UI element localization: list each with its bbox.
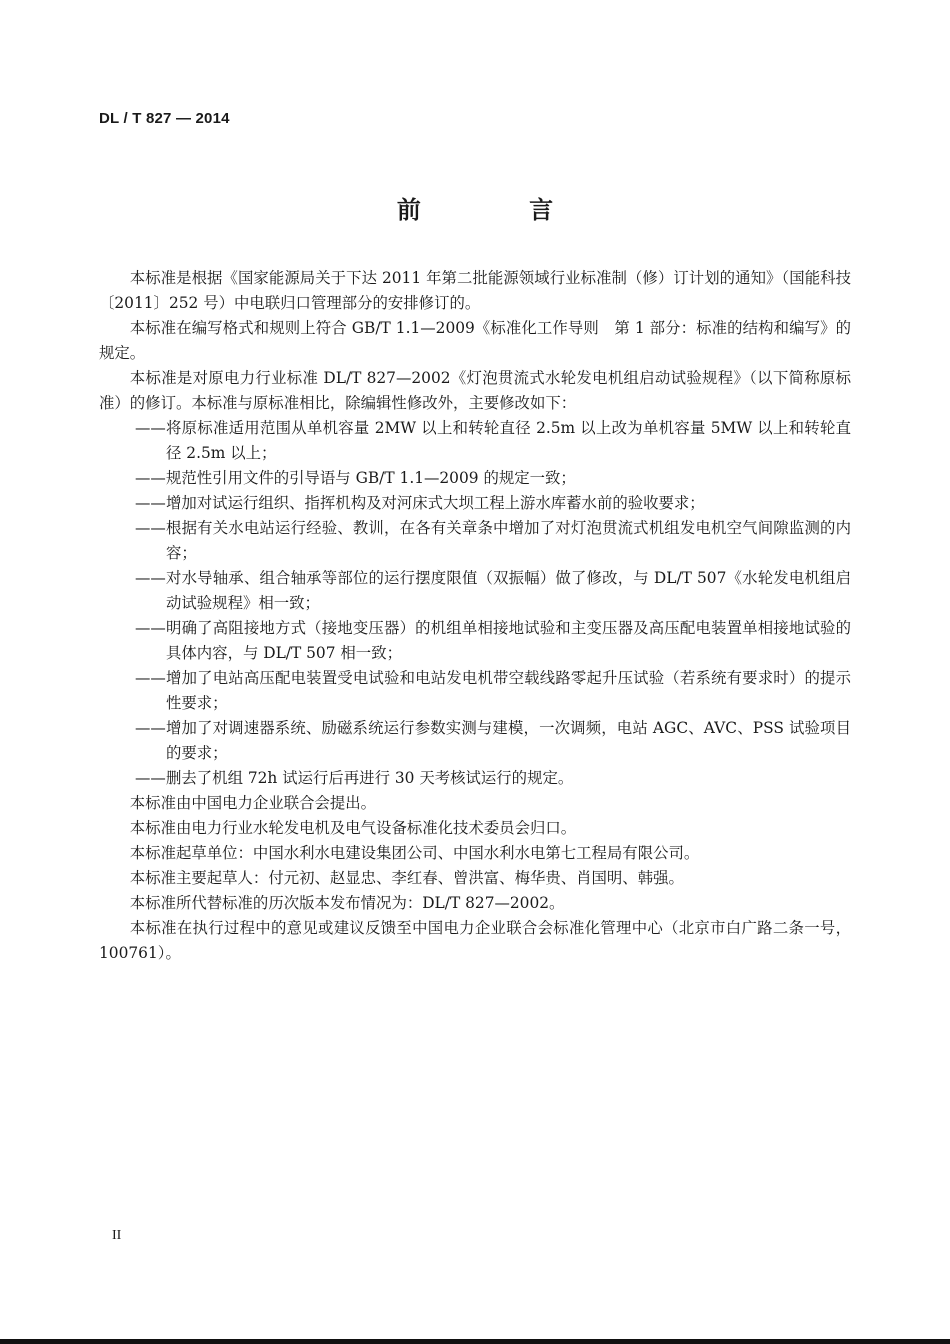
document-code-header: DL / T 827 — 2014 [99,110,230,127]
page-title: 前 言 [396,196,604,224]
change-list-item [99,616,851,666]
dash-marker: —— [135,469,166,487]
paragraph: 本标准在编写格式和规则上符合 GB/T 1.1—2009《标准化工作导则 第 1 部分：标准的结构和编写》的规定。 [99,319,851,362]
paragraph: 本标准起草单位：中国水利水电建设集团公司、中国水利水电第七工程局有限公司。 [129,844,700,862]
bottom-border [0,1339,950,1344]
dash-marker: —— [135,719,166,737]
change-text: 增加对试运行组织、指挥机构及对河床式大坝工程上游水库蓄水前的验收要求； [166,494,705,512]
change-list-item [99,716,851,766]
dash-marker: —— [135,769,166,787]
change-text: 规范性引用文件的引导语与 GB/T 1.1—2009 的规定一致； [166,469,576,487]
change-list-item [99,416,851,466]
paragraph: 本标准由电力行业水轮发电机及电气设备标准化技术委员会归口。 [129,819,577,837]
foreword-body [99,266,851,966]
paragraph: 本标准主要起草人：付元初、赵显忠、李红春、曾洪富、梅华贵、肖国明、韩强。 [129,869,684,887]
change-list-item [99,516,851,566]
dash-marker: —— [135,419,166,437]
dash-marker: —— [135,569,166,587]
paragraph: 本标准是根据《国家能源局关于下达 2011 年第二批能源领域行业标准制（修）订计划的通知》（国能科技〔2011〕252 号）中电联归口管理部分的安排修订的。 [99,269,851,312]
change-list-item [99,566,851,616]
change-text: 根据有关水电站运行经验、教训，在各有关章条中增加了对灯泡贯流式机组发电机空气间隙监测的内容； [166,519,851,562]
change-list-item [99,766,851,791]
change-list-item [99,666,851,716]
dash-marker: —— [135,494,166,512]
change-list-item [99,491,851,516]
change-text: 删去了机组 72h 试运行后再进行 30 天考核试运行的规定。 [166,769,574,787]
paragraph: 本标准由中国电力企业联合会提出。 [129,794,377,812]
change-text: 将原标准适用范围从单机容量 2MW 以上和转轮直径 2.5m 以上改为单机容量 5MW 以上和转轮直径 2.5m 以上； [166,419,851,462]
paragraph: 本标准是对原电力行业标准 DL/T 827—2002《灯泡贯流式水轮发电机组启动试验规程》（以下简称原标准）的修订。本标准与原标准相比，除编辑性修改外，主要修改如下： [99,369,851,412]
change-list-item [99,466,851,491]
dash-marker: —— [135,519,166,537]
paragraph: 本标准所代替标准的历次版本发布情况为：DL/T 827—2002。 [129,894,565,912]
dash-marker: —— [135,619,166,637]
change-text: 增加了电站高压配电装置受电试验和电站发电机带空载线路零起升压试验（若系统有要求时）的提示性要求； [166,669,851,712]
paragraph: 本标准在执行过程中的意见或建议反馈至中国电力企业联合会标准化管理中心（北京市白广路二条一号，100761）。 [99,919,851,962]
change-text: 增加了对调速器系统、励磁系统运行参数实测与建模，一次调频，电站 AGC、AVC、PSS 试验项目的要求； [166,719,851,762]
change-text: 明确了高阻接地方式（接地变压器）的机组单相接地试验和主变压器及高压配电装置单相接地试验的具体内容，与 DL/T 507 相一致； [166,619,851,662]
dash-marker: —— [135,669,166,687]
change-text: 对水导轴承、组合轴承等部位的运行摆度限值（双振幅）做了修改，与 DL/T 507《水轮发电机组启动试验规程》相一致； [166,569,851,612]
page-number: II [112,1228,122,1243]
